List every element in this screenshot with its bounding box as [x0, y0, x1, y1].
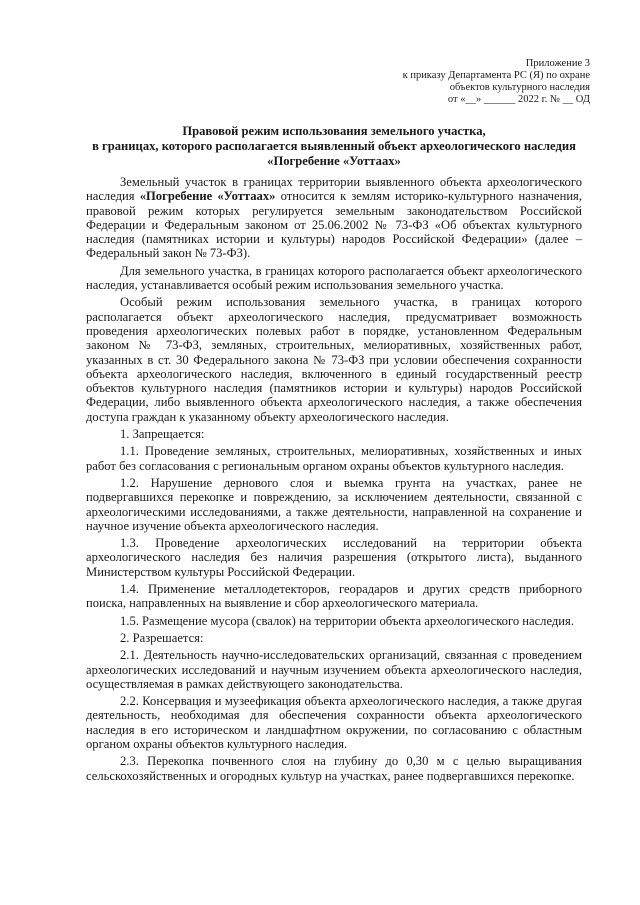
prohibited-item: 1.4. Применение металлодетекторов, георадаров и других средств приборного поиска, направленных на выявление и сбор археологического материала. — [86, 582, 582, 611]
intro-paragraph — [86, 175, 582, 261]
appendix-department: объектов культурного наследия — [449, 82, 590, 93]
appendix-date: от «__» ______ 2022 г. № __ ОД — [447, 94, 590, 105]
intro-text-end: относится к землям историко-культурного назначения, правовой режим которых регулируется земельным законодательством Российской Федерации и Федеральным законом от 25.06.2002 № 73-ФЗ «Об объектах культурного наследия (памятниках истории и культуры) народов Российской Федерации» (далее – Федеральный закон № 73-ФЗ). — [86, 189, 582, 261]
title-line-3: «Погребение «Уоттаах» — [267, 154, 401, 168]
appendix-number: Приложение 3 — [525, 58, 590, 69]
allowed-item: 2.3. Перекопка почвенного слоя на глубину до 0,30 м с целью выращивания сельскохозяйственных и огородных культур на участках, ранее подвергавшихся перекопке. — [86, 754, 582, 783]
special-regime-paragraph: Для земельного участка, в границах которого располагается объект археологического наследия, устанавливается особый режим использования земельного участка. — [86, 263, 582, 293]
allowed-item: 2.1. Деятельность научно-исследовательских организаций, связанная с проведением археологических исследований и научным изучением объекта археологического наследия, осуществляемая в рамках действующего законодательства. — [86, 648, 582, 691]
prohibited-item: 1.2. Нарушение дернового слоя и выемка грунта на участках, ранее не подвергавшихся перекопке и повреждению, за исключением деятельности, связанной с археологическими исследованиями, а также деятельности, направленной на сохранение и научное изучение объекта археологического наследия. — [86, 475, 582, 533]
allowed-item: 2.2. Консервация и музеефикация объекта археологического наследия, а также другая деятельность, необходимая для обеспечения сохранности объекта археологического наследия в его историческом и ландшафтном окружении, по согласованию с областным органом охраны объектов культурного наследия. — [86, 694, 582, 751]
document-title — [86, 124, 582, 169]
object-name: «Погребение «Уоттаах» — [139, 189, 276, 204]
appendix-reference — [360, 58, 590, 106]
document-body — [86, 175, 582, 783]
allowed-heading: 2. Разрешается: — [120, 630, 204, 645]
prohibited-heading: 1. Запрещается: — [120, 427, 205, 442]
title-line-2: в границах, которого располагается выявленный объект археологического наследия — [92, 139, 576, 153]
prohibited-item: 1.1. Проведение земляных, строительных, мелиоративных, хозяйственных и иных работ без согласования с региональным органом охраны объектов культурного наследия. — [86, 444, 582, 473]
prohibited-item: 1.5. Размещение мусора (свалок) на территории объекта археологического наследия. — [120, 613, 574, 628]
regime-details-paragraph: Особый режим использования земельного участка, в границах которого располагается объект археологического наследия, предусматривает возможность проведения археологических полевых работ в порядке, установленном Федеральным законом № 73-ФЗ, земляных, строительных, мелиоративных, хозяйственных работ, указанных в ст. 30 Федерального закона № 73-ФЗ при условии обеспечения сохранности объекта археологического наследия, включенного в единый государственный реестр объектов культурного наследия (памятников истории и культуры) народов Российской Федерации, либо выявленного объекта археологического наследия, а также обеспечения доступа граждан к указанному объекту археологического наследия. — [86, 295, 582, 424]
appendix-order: к приказу Департамента РС (Я) по охране — [402, 70, 590, 81]
prohibited-item: 1.3. Проведение археологических исследований на территории объекта археологического наследия без наличия разрешения (открытого листа), выданного Министерством культуры Российской Федерации. — [86, 536, 582, 579]
intro-text-start: Земельный участок в границах территории выявленного объекта археологического наследия — [86, 175, 582, 204]
title-line-1: Правовой режим использования земельного участка, — [182, 124, 486, 138]
